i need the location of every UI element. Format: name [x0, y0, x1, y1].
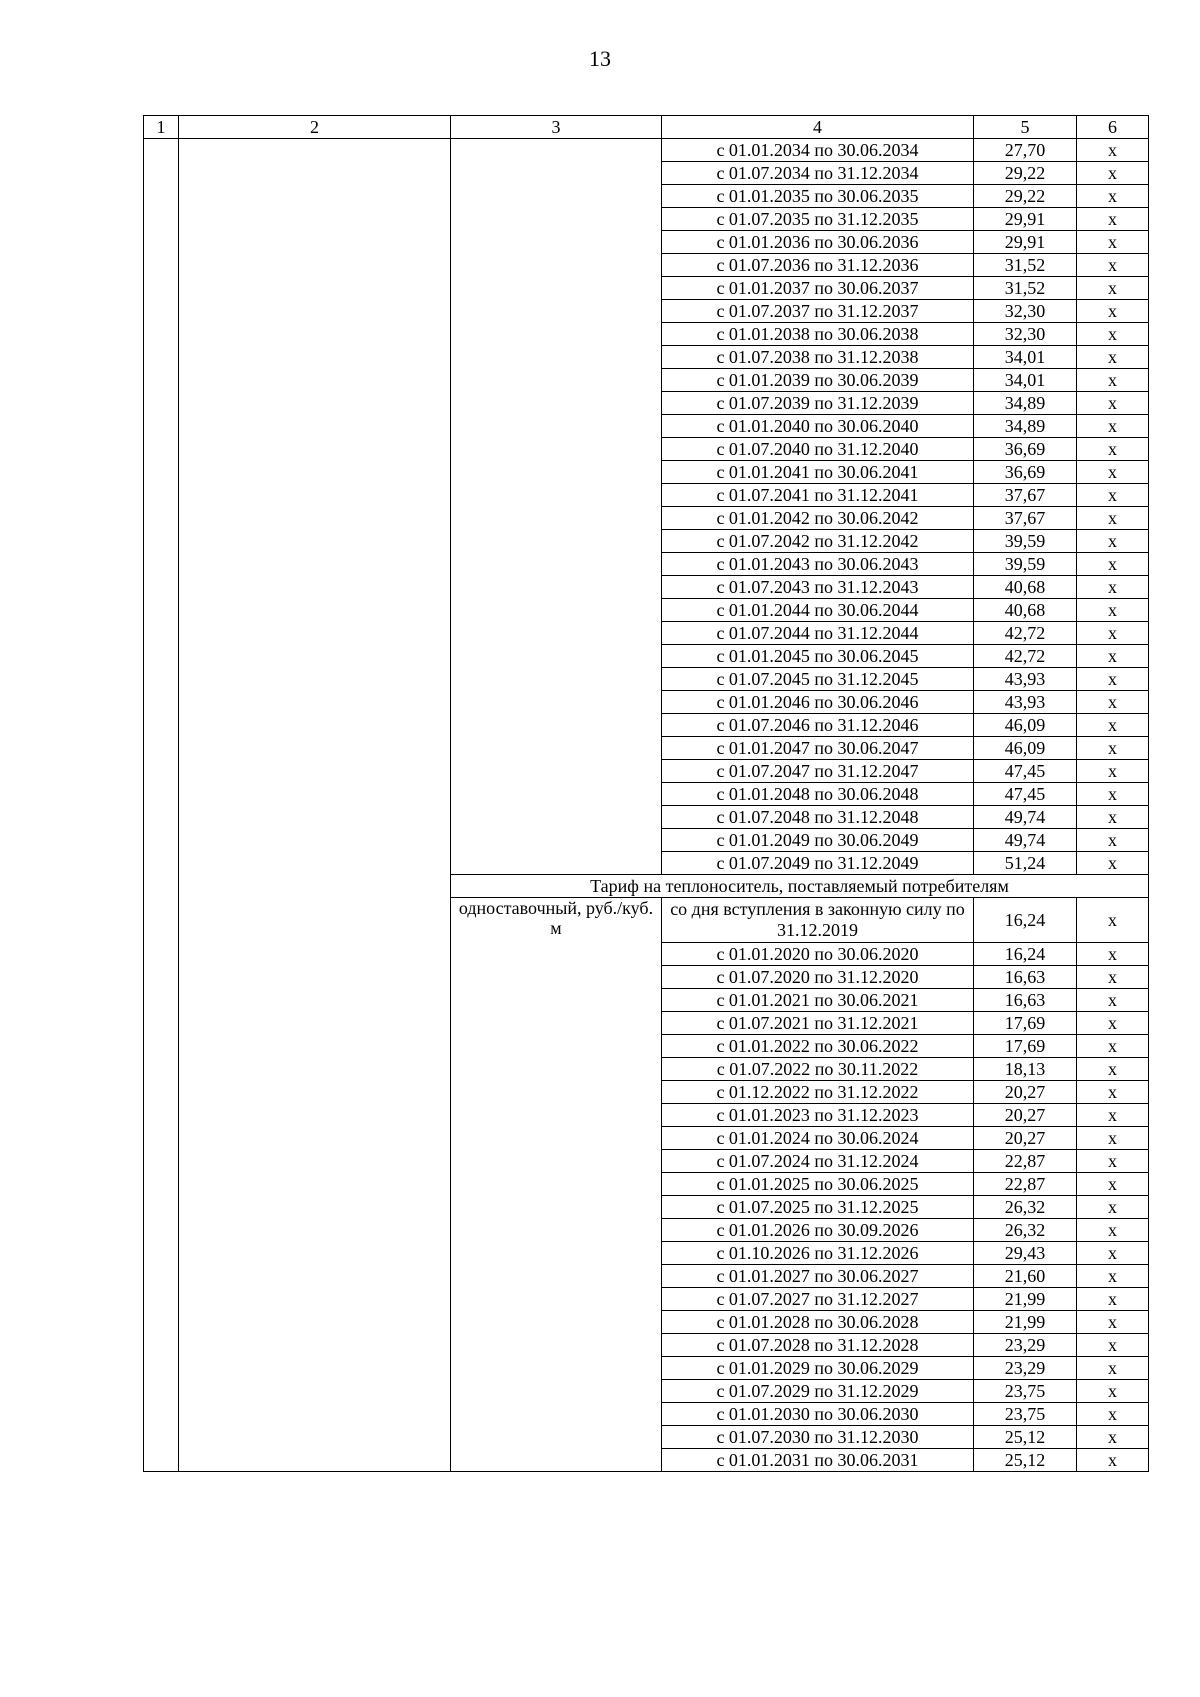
tariff-table [143, 115, 1149, 1472]
value-cell: 26,32 [974, 1219, 1077, 1242]
period-cell: с 01.07.2022 по 30.11.2022 [662, 1058, 974, 1081]
mark-cell: х [1077, 1426, 1149, 1449]
mark-cell: х [1077, 1081, 1149, 1104]
mark-cell: х [1077, 1380, 1149, 1403]
period-cell: с 01.01.2029 по 30.06.2029 [662, 1357, 974, 1380]
mark-cell: х [1077, 966, 1149, 989]
value-cell: 29,91 [974, 208, 1077, 231]
value-cell: 39,59 [974, 530, 1077, 553]
period-cell: с 01.01.2042 по 30.06.2042 [662, 507, 974, 530]
mark-cell: х [1077, 139, 1149, 162]
period-cell: с 01.07.2021 по 31.12.2021 [662, 1012, 974, 1035]
period-cell: с 01.07.2044 по 31.12.2044 [662, 622, 974, 645]
period-cell: с 01.01.2020 по 30.06.2020 [662, 943, 974, 966]
period-cell: с 01.01.2043 по 30.06.2043 [662, 553, 974, 576]
period-cell: с 01.01.2024 по 30.06.2024 [662, 1127, 974, 1150]
period-cell: с 01.01.2028 по 30.06.2028 [662, 1311, 974, 1334]
period-cell: с 01.07.2045 по 31.12.2045 [662, 668, 974, 691]
period-cell: с 01.07.2027 по 31.12.2027 [662, 1288, 974, 1311]
mark-cell: х [1077, 254, 1149, 277]
mark-cell: х [1077, 576, 1149, 599]
column-2-cell [179, 139, 451, 1472]
mark-cell: х [1077, 599, 1149, 622]
period-cell: со дня вступления в законную силу по 31.12.2019 [662, 898, 974, 943]
mark-cell: х [1077, 829, 1149, 852]
value-cell: 16,63 [974, 989, 1077, 1012]
period-cell: с 01.01.2048 по 30.06.2048 [662, 783, 974, 806]
period-cell: с 01.01.2025 по 30.06.2025 [662, 1173, 974, 1196]
mark-cell: х [1077, 1311, 1149, 1334]
mark-cell: х [1077, 1127, 1149, 1150]
value-cell: 25,12 [974, 1449, 1077, 1472]
period-cell: с 01.07.2030 по 31.12.2030 [662, 1426, 974, 1449]
period-cell: с 01.01.2041 по 30.06.2041 [662, 461, 974, 484]
period-cell: с 01.01.2037 по 30.06.2037 [662, 277, 974, 300]
mark-cell: х [1077, 1012, 1149, 1035]
mark-cell: х [1077, 1196, 1149, 1219]
period-cell: с 01.07.2049 по 31.12.2049 [662, 852, 974, 875]
period-cell: с 01.01.2044 по 30.06.2044 [662, 599, 974, 622]
mark-cell: х [1077, 1449, 1149, 1472]
mark-cell: х [1077, 1035, 1149, 1058]
mark-cell: х [1077, 553, 1149, 576]
value-cell: 43,93 [974, 691, 1077, 714]
mark-cell: х [1077, 1242, 1149, 1265]
mark-cell: х [1077, 392, 1149, 415]
header-cell-2: 2 [179, 116, 451, 139]
value-cell: 21,99 [974, 1311, 1077, 1334]
value-cell: 49,74 [974, 806, 1077, 829]
mark-cell: х [1077, 323, 1149, 346]
value-cell: 22,87 [974, 1150, 1077, 1173]
period-cell: с 01.07.2036 по 31.12.2036 [662, 254, 974, 277]
period-cell: с 01.01.2049 по 30.06.2049 [662, 829, 974, 852]
header-cell-1: 1 [144, 116, 179, 139]
mark-cell: х [1077, 668, 1149, 691]
mark-cell: х [1077, 1058, 1149, 1081]
period-cell: с 01.01.2040 по 30.06.2040 [662, 415, 974, 438]
period-cell: с 01.01.2045 по 30.06.2045 [662, 645, 974, 668]
period-cell: с 01.07.2038 по 31.12.2038 [662, 346, 974, 369]
value-cell: 43,93 [974, 668, 1077, 691]
mark-cell: х [1077, 1357, 1149, 1380]
period-cell: с 01.01.2031 по 30.06.2031 [662, 1449, 974, 1472]
value-cell: 29,91 [974, 231, 1077, 254]
mark-cell: х [1077, 162, 1149, 185]
header-cell-3: 3 [451, 116, 662, 139]
period-cell: с 01.01.2026 по 30.09.2026 [662, 1219, 974, 1242]
value-cell: 34,01 [974, 346, 1077, 369]
value-cell: 36,69 [974, 438, 1077, 461]
mark-cell: х [1077, 1288, 1149, 1311]
period-cell: с 01.07.2040 по 31.12.2040 [662, 438, 974, 461]
value-cell: 17,69 [974, 1012, 1077, 1035]
column-3-cell [451, 139, 662, 875]
mark-cell: х [1077, 1334, 1149, 1357]
period-cell: с 01.01.2046 по 30.06.2046 [662, 691, 974, 714]
period-cell: с 01.07.2037 по 31.12.2037 [662, 300, 974, 323]
value-cell: 21,60 [974, 1265, 1077, 1288]
period-cell: с 01.07.2039 по 31.12.2039 [662, 392, 974, 415]
value-cell: 16,63 [974, 966, 1077, 989]
mark-cell: х [1077, 530, 1149, 553]
mark-cell: х [1077, 415, 1149, 438]
header-cell-5: 5 [974, 116, 1077, 139]
period-cell: с 01.01.2027 по 30.06.2027 [662, 1265, 974, 1288]
value-cell: 31,52 [974, 254, 1077, 277]
page-number: 13 [589, 46, 611, 71]
mark-cell: х [1077, 208, 1149, 231]
value-cell: 27,70 [974, 139, 1077, 162]
mark-cell: х [1077, 943, 1149, 966]
period-cell: с 01.07.2025 по 31.12.2025 [662, 1196, 974, 1219]
mark-cell: х [1077, 277, 1149, 300]
value-cell: 31,52 [974, 277, 1077, 300]
value-cell: 22,87 [974, 1173, 1077, 1196]
value-cell: 17,69 [974, 1035, 1077, 1058]
mark-cell: х [1077, 989, 1149, 1012]
mark-cell: х [1077, 898, 1149, 943]
value-cell: 23,29 [974, 1357, 1077, 1380]
period-cell: с 01.01.2047 по 30.06.2047 [662, 737, 974, 760]
value-cell: 23,75 [974, 1380, 1077, 1403]
value-cell: 34,89 [974, 392, 1077, 415]
value-cell: 20,27 [974, 1127, 1077, 1150]
period-cell: с 01.01.2038 по 30.06.2038 [662, 323, 974, 346]
mark-cell: х [1077, 714, 1149, 737]
value-cell: 42,72 [974, 622, 1077, 645]
period-cell: с 01.07.2041 по 31.12.2041 [662, 484, 974, 507]
value-cell: 40,68 [974, 599, 1077, 622]
tariff-type-cell: одноставочный, руб./куб. м [451, 898, 662, 1472]
value-cell: 46,09 [974, 714, 1077, 737]
period-cell: с 01.01.2022 по 30.06.2022 [662, 1035, 974, 1058]
period-cell: с 01.07.2024 по 31.12.2024 [662, 1150, 974, 1173]
value-cell: 29,22 [974, 185, 1077, 208]
mark-cell: х [1077, 1104, 1149, 1127]
mark-cell: х [1077, 438, 1149, 461]
period-cell: с 01.07.2035 по 31.12.2035 [662, 208, 974, 231]
period-cell: с 01.10.2026 по 31.12.2026 [662, 1242, 974, 1265]
mark-cell: х [1077, 783, 1149, 806]
period-cell: с 01.01.2023 по 31.12.2023 [662, 1104, 974, 1127]
mark-cell: х [1077, 231, 1149, 254]
period-cell: с 01.01.2035 по 30.06.2035 [662, 185, 974, 208]
period-cell: с 01.01.2030 по 30.06.2030 [662, 1403, 974, 1426]
value-cell: 21,99 [974, 1288, 1077, 1311]
mark-cell: х [1077, 622, 1149, 645]
value-cell: 26,32 [974, 1196, 1077, 1219]
mark-cell: х [1077, 760, 1149, 783]
value-cell: 16,24 [974, 943, 1077, 966]
value-cell: 29,22 [974, 162, 1077, 185]
value-cell: 46,09 [974, 737, 1077, 760]
mark-cell: х [1077, 484, 1149, 507]
value-cell: 51,24 [974, 852, 1077, 875]
value-cell: 23,29 [974, 1334, 1077, 1357]
period-cell: с 01.07.2047 по 31.12.2047 [662, 760, 974, 783]
tariff-table-body [144, 116, 1149, 1472]
mark-cell: х [1077, 185, 1149, 208]
mark-cell: х [1077, 737, 1149, 760]
mark-cell: х [1077, 300, 1149, 323]
value-cell: 18,13 [974, 1058, 1077, 1081]
value-cell: 47,45 [974, 783, 1077, 806]
value-cell: 16,24 [974, 898, 1077, 943]
mark-cell: х [1077, 1150, 1149, 1173]
value-cell: 20,27 [974, 1081, 1077, 1104]
mark-cell: х [1077, 691, 1149, 714]
value-cell: 20,27 [974, 1104, 1077, 1127]
mark-cell: х [1077, 507, 1149, 530]
table-row [144, 139, 1149, 162]
period-cell: с 01.07.2020 по 31.12.2020 [662, 966, 974, 989]
value-cell: 39,59 [974, 553, 1077, 576]
value-cell: 34,01 [974, 369, 1077, 392]
value-cell: 32,30 [974, 323, 1077, 346]
period-cell: с 01.01.2034 по 30.06.2034 [662, 139, 974, 162]
value-cell: 37,67 [974, 507, 1077, 530]
header-cell-6: 6 [1077, 116, 1149, 139]
value-cell: 36,69 [974, 461, 1077, 484]
period-cell: с 01.07.2042 по 31.12.2042 [662, 530, 974, 553]
header-row [144, 116, 1149, 139]
period-cell: с 01.12.2022 по 31.12.2022 [662, 1081, 974, 1104]
value-cell: 42,72 [974, 645, 1077, 668]
value-cell: 37,67 [974, 484, 1077, 507]
period-cell: с 01.01.2039 по 30.06.2039 [662, 369, 974, 392]
mark-cell: х [1077, 852, 1149, 875]
mark-cell: х [1077, 369, 1149, 392]
mark-cell: х [1077, 461, 1149, 484]
section-title: Тариф на теплоноситель, поставляемый потребителям [451, 875, 1149, 898]
mark-cell: х [1077, 1173, 1149, 1196]
mark-cell: х [1077, 1219, 1149, 1242]
value-cell: 34,89 [974, 415, 1077, 438]
value-cell: 47,45 [974, 760, 1077, 783]
period-cell: с 01.07.2046 по 31.12.2046 [662, 714, 974, 737]
period-cell: с 01.07.2029 по 31.12.2029 [662, 1380, 974, 1403]
column-1-cell [144, 139, 179, 1472]
value-cell: 40,68 [974, 576, 1077, 599]
mark-cell: х [1077, 1403, 1149, 1426]
value-cell: 32,30 [974, 300, 1077, 323]
value-cell: 23,75 [974, 1403, 1077, 1426]
mark-cell: х [1077, 806, 1149, 829]
value-cell: 49,74 [974, 829, 1077, 852]
header-cell-4: 4 [662, 116, 974, 139]
period-cell: с 01.07.2048 по 31.12.2048 [662, 806, 974, 829]
mark-cell: х [1077, 346, 1149, 369]
value-cell: 25,12 [974, 1426, 1077, 1449]
period-cell: с 01.07.2034 по 31.12.2034 [662, 162, 974, 185]
period-cell: с 01.01.2036 по 30.06.2036 [662, 231, 974, 254]
mark-cell: х [1077, 1265, 1149, 1288]
period-cell: с 01.01.2021 по 30.06.2021 [662, 989, 974, 1012]
mark-cell: х [1077, 645, 1149, 668]
value-cell: 29,43 [974, 1242, 1077, 1265]
period-cell: с 01.07.2043 по 31.12.2043 [662, 576, 974, 599]
period-cell: с 01.07.2028 по 31.12.2028 [662, 1334, 974, 1357]
